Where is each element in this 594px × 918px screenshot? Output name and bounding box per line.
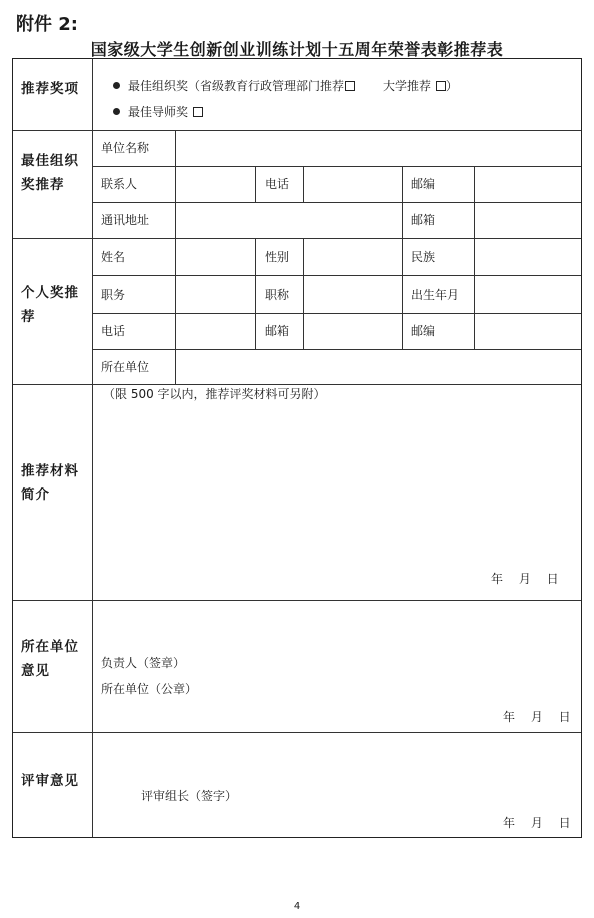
org-header-line1: 最佳组织: [21, 153, 79, 169]
unit-opinion-header-line1: 所在单位: [21, 639, 79, 655]
award-option-mentor: [113, 105, 203, 119]
column-divider: [474, 238, 475, 349]
attachment-label: 附件 2:: [16, 14, 78, 35]
award-option-org: [113, 79, 458, 93]
review-date: 年 月 日: [503, 816, 571, 830]
title-label: 职称: [265, 288, 290, 302]
review-header: 评审意见: [21, 773, 79, 789]
address-label: 通讯地址: [101, 213, 150, 227]
row-divider: [13, 130, 581, 131]
org-email-label: 邮箱: [411, 213, 436, 227]
unit-seal-label: 所在单位（公章）: [101, 682, 198, 696]
review-leader-label: 评审组长（签字）: [141, 789, 238, 803]
mentor-award-checkbox[interactable]: [193, 107, 203, 117]
material-date: 年 月 日: [491, 572, 559, 586]
column-divider: [303, 238, 304, 349]
unit-opinion-date: 年 月 日: [503, 710, 571, 724]
university-recommend-label: 大学推荐: [383, 79, 432, 93]
personal-header: [21, 281, 79, 329]
recommendation-form-table: [12, 58, 582, 838]
row-divider: [93, 202, 581, 203]
personal-postcode-label: 邮编: [411, 324, 436, 338]
ethnicity-label: 民族: [411, 250, 436, 264]
column-divider: [255, 166, 256, 202]
personal-header-line2: 荐: [21, 309, 36, 325]
column-divider: [175, 130, 176, 384]
column-divider: [303, 166, 304, 202]
unit-opinion-header-line2: 意见: [21, 663, 50, 679]
gender-label: 性别: [265, 250, 290, 264]
unit-opinion-header: [21, 635, 79, 683]
row-divider: [93, 349, 581, 350]
personal-email-label: 邮箱: [265, 324, 290, 338]
material-header-line2: 简介: [21, 487, 50, 503]
row-divider: [13, 600, 581, 601]
personal-phone-label: 电话: [101, 324, 126, 338]
bullet-icon: [113, 82, 120, 89]
org-award-label: 最佳组织奖（省级教育行政管理部门推荐: [128, 79, 345, 93]
responsible-person-label: 负责人（签章）: [101, 656, 186, 670]
row-divider: [13, 238, 581, 239]
row-divider: [13, 732, 581, 733]
university-recommend-checkbox[interactable]: [436, 81, 446, 91]
personal-header-line1: 个人奖推: [21, 285, 79, 301]
province-recommend-checkbox[interactable]: [345, 81, 355, 91]
position-label: 职务: [101, 288, 126, 302]
column-divider: [402, 166, 403, 238]
mentor-award-label: 最佳导师奖: [128, 105, 189, 119]
unit-name-label: 单位名称: [101, 141, 150, 155]
birth-label: 出生年月: [411, 288, 460, 302]
contact-label: 联系人: [101, 177, 138, 191]
org-header: [21, 149, 79, 197]
row-divider: [13, 384, 581, 385]
page-number: 4: [293, 901, 301, 912]
form-title: 国家级大学生创新创业训练计划十五周年荣誉表彰推荐表: [90, 40, 504, 59]
org-postcode-label: 邮编: [411, 177, 436, 191]
org-header-line2: 奖推荐: [21, 177, 65, 193]
name-label: 姓名: [101, 250, 126, 264]
award-header: 推荐奖项: [21, 81, 79, 97]
column-divider: [255, 238, 256, 349]
material-header-line1: 推荐材料: [21, 463, 79, 479]
paren-close: ）: [445, 79, 458, 93]
org-phone-label: 电话: [265, 177, 290, 191]
unit-label: 所在单位: [101, 360, 150, 374]
row-divider: [93, 275, 581, 276]
bullet-icon: [113, 108, 120, 115]
column-divider: [92, 59, 93, 837]
material-header: [21, 459, 79, 507]
material-note: （限 500 字以内，推荐评奖材料可另附）: [103, 387, 326, 401]
column-divider: [402, 238, 403, 349]
row-divider: [93, 166, 581, 167]
row-divider: [93, 313, 581, 314]
column-divider: [474, 166, 475, 238]
